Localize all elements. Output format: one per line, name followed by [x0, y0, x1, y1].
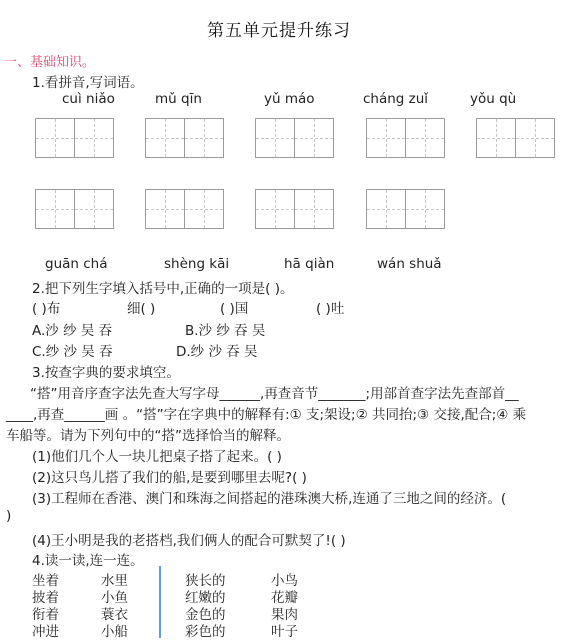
pinyin-label: yǔ máo — [264, 91, 315, 107]
option-c: C.纱 沙 吴 吞 — [32, 344, 113, 360]
question-2-prompt: 2.把下列生字填入括号中,正确的一项是( )。 — [32, 281, 294, 297]
option-d: D.纱 沙 吞 吴 — [176, 344, 258, 360]
fill-blank: ( )布 — [32, 301, 61, 317]
sentence-1: (1)他们几个人一块儿把桌子搭了起来。( ) — [32, 449, 282, 465]
match-item: 衔着 — [32, 607, 59, 623]
match-item: 冲进 — [32, 624, 59, 640]
match-item: 小鸟 — [271, 573, 298, 589]
sentence-3-end: ) — [6, 508, 12, 524]
paragraph-line: “搭”用音序查字法先查大写字母______,再查音节_______;用部首查字法先查部首__ — [30, 386, 519, 402]
sentence-3: (3)工程师在香港、澳门和珠海之间搭起的港珠澳大桥,连通了三地之间的经济。( — [32, 491, 507, 507]
match-item: 披着 — [32, 590, 59, 606]
match-item: 小船 — [101, 624, 128, 640]
pinyin-label: cháng zuǐ — [363, 91, 429, 107]
column-divider — [159, 566, 161, 638]
match-item: 蓑衣 — [101, 607, 128, 623]
paragraph-line: 车船等。请为下列句中的“搭”选择恰当的解释。 — [6, 428, 290, 444]
sentence-4: (4)王小明是我的老搭档,我们俩人的配合可默契了!( ) — [32, 533, 346, 549]
match-item: 花瓣 — [271, 590, 298, 606]
pinyin-label: wán shuǎ — [377, 256, 442, 272]
page-title: 第五单元提升练习 — [207, 21, 351, 41]
match-item: 坐着 — [32, 573, 59, 589]
pinyin-label: shèng kāi — [164, 256, 230, 272]
pinyin-label: guān chá — [45, 256, 108, 272]
section-heading: 一、基础知识。 — [4, 55, 96, 70]
fill-blank: ( )吐 — [316, 301, 345, 317]
match-item: 金色的 — [185, 607, 226, 623]
match-item: 叶子 — [271, 624, 298, 640]
match-item: 果肉 — [271, 607, 298, 623]
question-4-prompt: 4.读一读,连一连。 — [32, 553, 144, 569]
match-item: 小鱼 — [101, 590, 128, 606]
sentence-2: (2)这只鸟儿搭了我们的船,是要到哪里去呢?( ) — [32, 470, 307, 486]
question-3-prompt: 3.按查字典的要求填空。 — [32, 365, 180, 381]
pinyin-label: cuì niǎo — [62, 91, 115, 107]
match-item: 狭长的 — [185, 573, 226, 589]
fill-blank: ( )国 — [220, 301, 249, 317]
question-1-prompt: 1.看拼音,写词语。 — [32, 75, 144, 91]
match-item: 红嫩的 — [185, 590, 226, 606]
option-a: A.沙 纱 吴 吞 — [32, 323, 113, 339]
pinyin-label: yǒu qù — [470, 91, 517, 107]
pinyin-label: hā qiàn — [284, 256, 335, 272]
paragraph-line: ____,再查______画 。“搭”字在字典中的解释有:① 支;架设;② 共同抬;③ 交接,配合;④ 乘 — [6, 407, 527, 423]
pinyin-label: mǔ qīn — [155, 91, 202, 107]
match-item: 水里 — [101, 573, 128, 589]
match-item: 彩色的 — [185, 624, 226, 640]
fill-blank: 细( ) — [127, 301, 156, 317]
option-b: B.沙 纱 吞 吴 — [185, 323, 266, 339]
